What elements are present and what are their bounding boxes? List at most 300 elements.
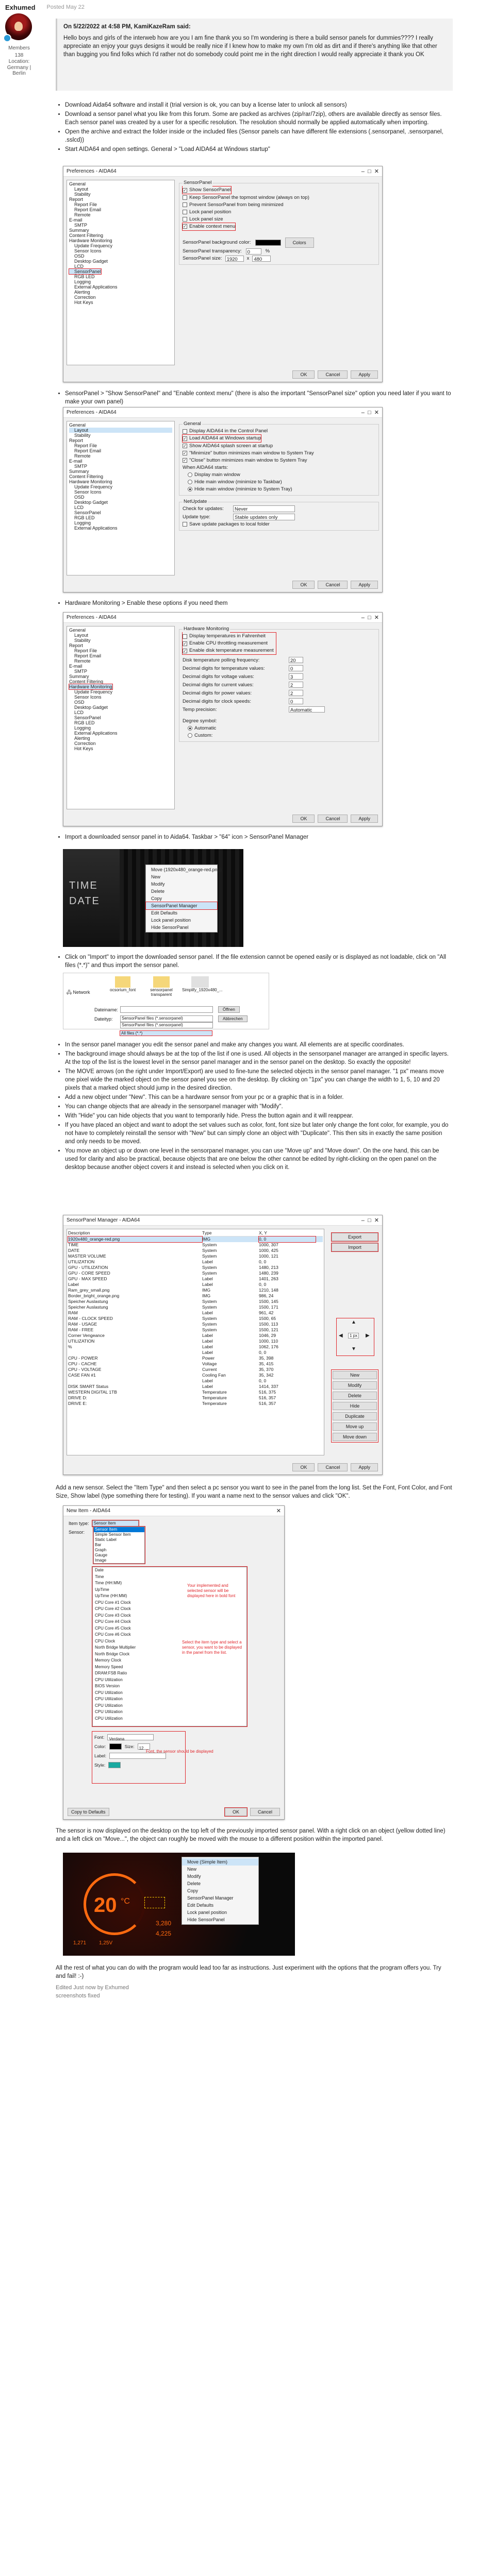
hide-button[interactable]: Hide [333, 1402, 377, 1410]
copy-defaults-button[interactable]: Copy to Defaults [68, 1808, 109, 1816]
list-item[interactable] [68, 1367, 323, 1372]
apply-button[interactable]: Apply [351, 815, 378, 823]
tree-item[interactable]: Report File [74, 648, 97, 653]
tree-item[interactable]: Layout [74, 187, 89, 192]
tree-item[interactable]: Report Email [74, 207, 102, 212]
setting-input[interactable]: 2 [289, 682, 303, 688]
menu-item-new[interactable]: New [187, 1867, 197, 1872]
list-item[interactable] [68, 1384, 323, 1389]
list-header [68, 1230, 323, 1236]
tree-item[interactable]: Content Filtering [69, 233, 104, 238]
list-item[interactable] [68, 1338, 323, 1344]
tree-item[interactable]: Report [69, 197, 84, 202]
tree-item[interactable]: RGB LED [74, 720, 95, 725]
item-type-select[interactable]: Sensor Item [92, 1520, 139, 1527]
new-item-window [63, 1505, 285, 1820]
style-swatch[interactable] [108, 1762, 121, 1768]
list-item[interactable] [68, 1248, 323, 1253]
item-type: System [202, 1304, 217, 1310]
temp-precision-select[interactable]: Automatic [289, 706, 325, 713]
list-item[interactable] [68, 1389, 323, 1395]
tree-item[interactable]: Remote [74, 453, 91, 459]
tree-item[interactable]: Stability [74, 638, 91, 643]
sensor-item[interactable]: CPU Core #5 Clock [95, 1625, 131, 1631]
cpu-throttle-checkbox[interactable]: ✓ Enable CPU throttling measurement [183, 640, 268, 646]
list-item[interactable] [68, 1401, 323, 1406]
tree-item[interactable]: SMTP [74, 669, 88, 674]
lock-position-checkbox[interactable] [183, 209, 375, 216]
list-item[interactable] [68, 1310, 323, 1316]
tree-item[interactable]: Content Filtering [69, 474, 104, 479]
sensor-item[interactable]: North Bridge Clock [95, 1651, 130, 1656]
step-download-aida: • Download Aida64 software and install it (trial version is ok, you can buy a license later to unlock all sensors) [65, 101, 453, 109]
item-type: IMG [202, 1293, 211, 1298]
bg-color-swatch[interactable] [255, 240, 281, 246]
abort-button[interactable]: Abbrechen [218, 1015, 248, 1022]
item-type: System [202, 1248, 217, 1253]
tree-item[interactable]: Content Filtering [69, 679, 104, 684]
tree-item[interactable]: General [69, 422, 86, 428]
item-type: System [202, 1316, 217, 1321]
tree-item[interactable]: External Applications [74, 526, 118, 531]
menu-item-copy[interactable]: Copy [151, 896, 162, 901]
settings-tree[interactable] [67, 626, 175, 809]
modify-button[interactable]: Modify [333, 1381, 377, 1389]
setting-row [183, 690, 375, 697]
tree-item[interactable]: Correction [74, 295, 96, 300]
apply-button[interactable]: Apply [351, 581, 378, 589]
tree-item[interactable]: General [69, 628, 86, 633]
move-down-button[interactable]: Move down [333, 1433, 377, 1441]
new-button[interactable]: New [333, 1371, 377, 1379]
step-text: • The MOVE arrows (on the right under Import/Export) are used to fine-tune the selected objects in the sensor panel manager. "1 px" means move one pixel wide the marked object on the sensor panel you see on the desktop. By clicking on "1px" you can change the width to 1, 5, 10 and 20 pixels that a marked object should jump in the desired direction. [65, 1067, 453, 1092]
menu-item-edit-defaults[interactable]: Edit Defaults [187, 1903, 214, 1908]
item-type: Voltage [202, 1361, 217, 1366]
step-text: • Import a downloaded sensor panel in to Aida64. Taskbar > "64" icon > SensorPanel Manager [65, 833, 453, 841]
tree-item[interactable]: Desktop Gadget [74, 500, 108, 505]
tree-item[interactable]: E-mail [69, 459, 83, 464]
tree-item[interactable]: General [69, 181, 86, 187]
tree-item[interactable]: RGB LED [74, 515, 95, 520]
file-item[interactable] [146, 976, 177, 997]
list-item[interactable] [68, 1236, 323, 1242]
color-swatch[interactable] [109, 1743, 122, 1750]
all-files-option[interactable]: All files (*.*) [120, 1030, 212, 1036]
window-controls[interactable]: – □ ✕ [361, 1217, 379, 1224]
item-desc: Speicher Auslastung [68, 1304, 108, 1310]
tree-item[interactable]: Report File [74, 443, 97, 448]
move-left-arrow-icon[interactable]: ◀ [339, 1333, 343, 1338]
sensor-item[interactable]: CPU Utilization [95, 1716, 123, 1721]
sensor-item[interactable]: CPU Core #6 Clock [95, 1632, 131, 1637]
item-desc: DRIVE E: [68, 1401, 87, 1406]
list-item[interactable] [68, 1327, 323, 1333]
setting-label: Decimal digits for voltage values: [183, 673, 254, 680]
item-xy: 1500, 171 [259, 1304, 278, 1310]
tree-item[interactable]: Update Frequency [74, 484, 113, 489]
list-item[interactable] [68, 1253, 323, 1259]
item-xy: 1000, 307 [259, 1242, 278, 1247]
topmost-checkbox[interactable] [183, 194, 375, 201]
tree-item[interactable]: Stability [74, 433, 91, 438]
cancel-button[interactable]: Cancel [318, 581, 348, 589]
tree-item[interactable]: Remote [74, 212, 91, 217]
cancel-button[interactable]: Cancel [318, 370, 348, 379]
item-desc: CPU - POWER [68, 1355, 98, 1361]
menu-item-delete[interactable]: Delete [151, 889, 165, 894]
list-item[interactable] [68, 1350, 323, 1355]
item-type: IMG [202, 1287, 211, 1293]
tree-item[interactable]: Sensor Icons [74, 248, 102, 253]
sensor-item[interactable]: CPU Utilization [95, 1703, 123, 1708]
tree-item[interactable]: RGB LED [74, 274, 95, 279]
list-item[interactable] [68, 1270, 323, 1276]
step-hw-monitoring [56, 599, 453, 608]
step-text: • In the sensor panel manager you edit the sensor panel and make any changes you want. All elements are at specific coordinates. [65, 1041, 453, 1049]
annotation-note: Font, the sensor should be displayed [146, 1749, 213, 1754]
prevent-minimize-checkbox[interactable] [183, 201, 375, 209]
sensor-item[interactable]: CPU Utilization [95, 1677, 123, 1682]
dropdown-option[interactable]: Bar [95, 1543, 102, 1547]
size-input[interactable]: 12 [138, 1743, 150, 1750]
sensor-item[interactable]: BIOS Version [95, 1684, 120, 1688]
menu-item-hide[interactable]: Hide SensorPanel [151, 925, 189, 930]
list-item[interactable] [68, 1321, 323, 1327]
tree-item-hwmon[interactable]: Hardware Monitoring [69, 684, 112, 689]
tree-item[interactable]: Report File [74, 202, 97, 207]
sensor-item[interactable]: North Bridge Multiplier [95, 1645, 136, 1650]
update-type-select[interactable]: Stable updates only [233, 514, 295, 520]
tree-item[interactable]: Sensor Icons [74, 489, 102, 495]
menu-item-new[interactable]: New [151, 874, 161, 879]
tree-item[interactable]: Logging [74, 725, 91, 731]
sensor-item[interactable]: CPU Core #4 Clock [95, 1619, 131, 1624]
item-xy: 0, 0 [259, 1350, 267, 1355]
sensor-item[interactable]: CPU Core #2 Clock [95, 1606, 131, 1611]
colors-button[interactable]: Colors [285, 238, 314, 248]
setting-input[interactable]: 0 [289, 698, 303, 704]
degree-auto-radio[interactable]: ● Automatic [183, 725, 375, 732]
radio-hide-tray[interactable]: ● Hide main window (minimize to System Tray) [183, 486, 375, 493]
item-xy: 0, 0 [259, 1259, 267, 1264]
ok-button[interactable]: OK [292, 815, 315, 823]
item-type: System [202, 1327, 217, 1332]
tree-item[interactable]: Report [69, 643, 84, 648]
menu-item-move[interactable]: Move (Simple Item) [182, 1858, 258, 1866]
px-step-select[interactable]: 1 px [348, 1333, 359, 1338]
item-xy: 1401, 263 [259, 1276, 278, 1281]
dropdown-option[interactable]: Graph [95, 1548, 107, 1552]
menu-item-edit-defaults[interactable]: Edit Defaults [151, 910, 178, 916]
tree-item[interactable]: OSD [74, 700, 85, 705]
tree-item-sensorpanel[interactable]: SensorPanel [69, 269, 101, 274]
file-item[interactable] [182, 976, 223, 992]
export-button[interactable]: Export [332, 1233, 378, 1241]
tree-item[interactable]: Hot Keys [74, 300, 93, 305]
sensor-item[interactable]: CPU Core #3 Clock [95, 1613, 131, 1618]
apply-button[interactable]: Apply [351, 1463, 378, 1471]
item-type-label: Item type: [69, 1521, 89, 1526]
tree-item[interactable]: SensorPanel [74, 715, 101, 720]
setting-row [183, 698, 375, 705]
tree-item[interactable]: Stability [74, 192, 91, 197]
enable-context-menu-checkbox[interactable]: ✓ Enable context menu [183, 223, 236, 229]
tree-item-general[interactable]: Layout [69, 428, 172, 433]
list-item[interactable] [68, 1304, 323, 1310]
tree-item[interactable]: Update Frequency [74, 243, 113, 248]
tree-item[interactable]: Summary [69, 674, 89, 679]
list-item[interactable] [68, 1333, 323, 1338]
menu-item-lock[interactable]: Lock panel position [187, 1910, 227, 1915]
item-type: Label [202, 1259, 213, 1264]
radio-hide-taskbar[interactable] [183, 479, 375, 486]
tree-item[interactable]: Sensor Icons [74, 694, 102, 700]
load-at-startup-checkbox[interactable]: ✓ Load AIDA64 at Windows startup [183, 435, 261, 441]
sensor-item[interactable]: Time [95, 1574, 104, 1579]
transparency-input[interactable]: 0 [246, 248, 261, 255]
cancel-button[interactable]: Cancel [250, 1808, 280, 1816]
sensorpanel-settings [179, 180, 379, 365]
group-title: General [184, 421, 201, 427]
tree-item[interactable]: Correction [74, 741, 96, 746]
setting-input[interactable]: 20 [289, 657, 303, 663]
move-up-arrow-icon[interactable]: ▲ [351, 1319, 356, 1325]
tree-item[interactable]: Alerting [74, 290, 90, 295]
apply-button[interactable]: Apply [351, 370, 378, 379]
item-type: Cooling Fan [202, 1372, 226, 1378]
list-item[interactable] [68, 1299, 323, 1304]
font-select[interactable]: Verdana [107, 1734, 154, 1740]
list-item[interactable] [68, 1378, 323, 1384]
tree-item[interactable]: LCD [74, 264, 84, 269]
item-type: System [202, 1299, 217, 1304]
show-sensorpanel-checkbox[interactable]: ✓ Show SensorPanel [183, 187, 231, 193]
menu-item-sensorpanel-manager[interactable]: SensorPanel Manager [187, 1895, 234, 1901]
dropdown-option[interactable]: Gauge [95, 1553, 108, 1557]
import-button[interactable]: Import [332, 1243, 378, 1251]
step-text: • Click on "Import" to import the downloaded sensor panel. If the file extension cannot be opened easily or is displayed as not loadable, click on "All files (*.*)" and thus import the sensor panel. [65, 953, 453, 970]
lock-size-checkbox[interactable] [183, 216, 375, 223]
window-controls[interactable]: ✕ [276, 1508, 281, 1514]
menu-item-modify[interactable]: Modify [151, 882, 165, 887]
sensor-item[interactable]: UpTime (HH:MM) [95, 1594, 127, 1598]
menu-item-lock[interactable]: Lock panel position [151, 918, 191, 923]
minimize-tray-checkbox[interactable]: ✓ "Minimize" button minimizes main window to System Tray [183, 450, 314, 456]
control-panel-checkbox[interactable] [183, 428, 375, 435]
author-name[interactable]: Exhumed [5, 3, 36, 11]
settings-tree[interactable] [67, 421, 175, 575]
tree-item[interactable]: Report Email [74, 448, 102, 453]
menu-item-sensorpanel-manager[interactable]: SensorPanel Manager [146, 902, 217, 909]
list-item[interactable] [68, 1287, 323, 1293]
tree-item[interactable]: External Applications [74, 731, 118, 736]
move-right-arrow-icon[interactable]: ▶ [366, 1333, 370, 1338]
radio-display-main[interactable] [183, 471, 375, 479]
sensor-item[interactable]: CPU Utilization [95, 1709, 123, 1714]
list-item[interactable] [68, 1395, 323, 1401]
tree-item[interactable]: SMTP [74, 223, 88, 228]
tree-item[interactable]: Layout [74, 633, 89, 638]
tree-item[interactable]: Report Email [74, 653, 102, 658]
move-down-arrow-icon[interactable]: ▼ [351, 1346, 356, 1352]
location-label: Location: [8, 59, 30, 64]
tree-item[interactable]: OSD [74, 495, 85, 500]
sensor-item[interactable]: CPU Utilization [95, 1697, 123, 1701]
col-xy[interactable]: X, Y [259, 1230, 267, 1235]
list-item[interactable] [68, 1293, 323, 1299]
sensorpanel-context-screenshot [63, 849, 243, 947]
list-item[interactable] [68, 1282, 323, 1287]
duplicate-button[interactable]: Duplicate [333, 1412, 377, 1420]
sensor-item[interactable]: DRAM:FSB Ratio [95, 1671, 127, 1675]
window-title: Preferences - AIDA64 [67, 615, 117, 620]
cancel-button[interactable]: Cancel [318, 1463, 348, 1471]
tree-item[interactable]: E-mail [69, 217, 83, 223]
ok-button[interactable]: OK [292, 1463, 315, 1471]
dropdown-option[interactable]: Simple Sensor Item [95, 1532, 131, 1537]
splash-checkbox[interactable]: ✓ Show AIDA64 splash screen at startup [183, 443, 273, 449]
tree-item[interactable]: Desktop Gadget [74, 259, 108, 264]
item-desc: RAM - USAGE [68, 1321, 97, 1327]
item-xy: 1480, 239 [259, 1270, 278, 1276]
col-description[interactable]: Description [68, 1230, 90, 1235]
window-controls[interactable]: – □ ✕ [361, 615, 379, 621]
step-sensorpanel [56, 389, 453, 407]
window-controls[interactable]: – □ ✕ [361, 168, 379, 175]
list-item[interactable] [68, 1361, 323, 1367]
tree-item[interactable]: Hardware Monitoring [69, 238, 112, 243]
settings-tree[interactable] [67, 180, 175, 365]
close-tray-checkbox[interactable]: ✓ "Close" button minimizes main window to System Tray [183, 457, 307, 463]
save-packages-checkbox[interactable] [183, 521, 375, 528]
checkbox-label: Save update packages to local folder [189, 521, 270, 527]
width-input[interactable]: 1920 [225, 256, 244, 262]
sensorpanel-manager-window [63, 1215, 383, 1475]
tree-item[interactable]: Report [69, 438, 84, 443]
file-item[interactable] [110, 976, 136, 992]
network-item[interactable]: 🖧 Network [67, 990, 90, 995]
item-desc: CASE FAN #1 [68, 1372, 96, 1378]
col-type[interactable]: Type [202, 1230, 212, 1235]
list-item[interactable] [68, 1344, 323, 1350]
dropdown-option[interactable]: Static Label [95, 1537, 117, 1542]
ok-button[interactable]: OK [292, 581, 315, 589]
items-list[interactable] [67, 1229, 324, 1455]
tree-item[interactable]: LCD [74, 505, 84, 510]
sensor-label: Sensor: [69, 1530, 85, 1535]
quote-header[interactable]: On 5/22/2022 at 4:58 PM, KamiKazeRam said: [63, 24, 191, 30]
ok-button[interactable]: OK [292, 370, 315, 379]
tree-item[interactable]: Desktop Gadget [74, 705, 108, 710]
list-item[interactable] [68, 1372, 323, 1378]
menu-item-delete[interactable]: Delete [187, 1881, 201, 1886]
dropdown-option[interactable]: Sensor Item [94, 1527, 144, 1532]
sensor-item[interactable]: CPU Clock [95, 1638, 116, 1643]
menu-item-hide[interactable]: Hide SensorPanel [187, 1917, 225, 1922]
dropdown-option[interactable]: Image [95, 1558, 107, 1563]
setting-input[interactable]: 3 [289, 673, 303, 680]
panel-value: 1,271 [73, 1940, 87, 1946]
tree-item[interactable]: External Applications [74, 284, 118, 290]
tree-item[interactable]: SMTP [74, 464, 88, 469]
list-item[interactable] [68, 1265, 323, 1270]
setting-row [183, 665, 375, 672]
tree-item[interactable]: Summary [69, 469, 89, 474]
list-item[interactable] [68, 1259, 323, 1265]
step-text: • SensorPanel > "Show SensorPanel" and "Enable context menu" (there is also the important "SensorPanel size" option you need later if you want to make your own panel) [65, 389, 453, 406]
tree-item[interactable]: SensorPanel [74, 510, 101, 515]
panel-date-label: DATE [69, 895, 100, 907]
sensor-item[interactable]: Time (HH:MM) [95, 1581, 122, 1585]
tree-item[interactable]: Remote [74, 658, 91, 664]
item-type: Label [202, 1350, 213, 1355]
filename-input[interactable] [120, 1006, 213, 1013]
menu-item-copy[interactable]: Copy [187, 1888, 199, 1893]
fahrenheit-checkbox[interactable] [183, 633, 274, 640]
sensor-item[interactable]: Memory Speed [95, 1664, 123, 1669]
list-item[interactable] [68, 1276, 323, 1282]
selected-object-outline[interactable] [144, 1897, 165, 1908]
tree-item[interactable]: OSD [74, 253, 85, 259]
list-item[interactable] [68, 1355, 323, 1361]
delete-button[interactable]: Delete [333, 1392, 377, 1400]
step-text: The sensor is now displayed on the desktop on the top left of the previously imported sensor panel. With a right click on an object (yellow dotted line) and a left click on "Move...", the object can roughly be moved with the mouse to a different position within the imported panel. [56, 1828, 446, 1842]
setting-input[interactable]: 0 [289, 665, 303, 671]
filetype-option[interactable]: SensorPanel files (*.sensorpanel) [122, 1023, 183, 1027]
degree-custom-radio[interactable] [183, 732, 375, 739]
sensor-item[interactable]: CPU Core #1 Clock [95, 1600, 131, 1605]
tree-item[interactable]: Hot Keys [74, 746, 93, 751]
tree-item[interactable]: Logging [74, 520, 91, 526]
list-item[interactable] [68, 1242, 323, 1248]
setting-label: Decimal digits for temperature values: [183, 665, 265, 671]
setting-input[interactable]: 2 [289, 690, 303, 696]
sensor-item[interactable]: Date [95, 1568, 104, 1572]
ok-button[interactable]: OK [225, 1808, 247, 1816]
cancel-button[interactable]: Cancel [318, 815, 348, 823]
tree-item[interactable]: E-mail [69, 664, 83, 669]
temp-value: 20 [94, 1894, 117, 1917]
tree-item[interactable]: Logging [74, 279, 91, 284]
sensor-item[interactable]: Memory Clock [95, 1658, 122, 1663]
item-desc: UTILIZATION [68, 1259, 95, 1264]
menu-item-modify[interactable]: Modify [187, 1874, 201, 1879]
height-input[interactable]: 480 [252, 256, 271, 262]
setting-label: Decimal digits for current values: [183, 682, 254, 688]
open-button[interactable]: Öffnen [218, 1006, 240, 1013]
menu-item-move[interactable]: Move (1920x480_orange-red.png) [151, 867, 222, 872]
preferences-window-sensorpanel [63, 166, 383, 382]
sensor-item[interactable]: UpTime [95, 1587, 109, 1592]
move-up-button[interactable]: Move up [333, 1422, 377, 1431]
check-updates-select[interactable]: Never [233, 505, 295, 512]
tree-item[interactable]: LCD [74, 710, 84, 715]
window-controls[interactable]: – □ ✕ [361, 410, 379, 416]
list-item[interactable] [68, 1316, 323, 1321]
context-menu [182, 1857, 259, 1925]
step-extract: • Open the archive and extract the folder inside or the included files (Sensor panels can have different file extensions (.sensorpanel, .sensorpanel, .sslcd)) [65, 128, 453, 144]
disk-temp-checkbox[interactable]: ✓ Enable disk temperature measurement [183, 648, 274, 653]
filetype-select[interactable]: SensorPanel files (*.sensorpanel) [120, 1015, 213, 1022]
step-text: • If you have placed an object and want to adopt the set values such as color, font, font size but later only change the font color, for example, you do not have to completely reinstall the sensor with "New" but can simply clone an object with "Duplicate". This then sits in exactly the same position and only needs to be moved. [65, 1121, 453, 1146]
general-settings [179, 421, 379, 575]
sensor-item[interactable]: CPU Utilization [95, 1690, 123, 1695]
tree-item[interactable]: Alerting [74, 736, 90, 741]
checkbox-label: "Minimize" button minimizes main window to System Tray [189, 450, 314, 456]
tree-item[interactable]: Hardware Monitoring [69, 479, 112, 484]
tree-item[interactable]: Summary [69, 228, 89, 233]
tree-item[interactable]: Update Frequency [74, 689, 113, 694]
